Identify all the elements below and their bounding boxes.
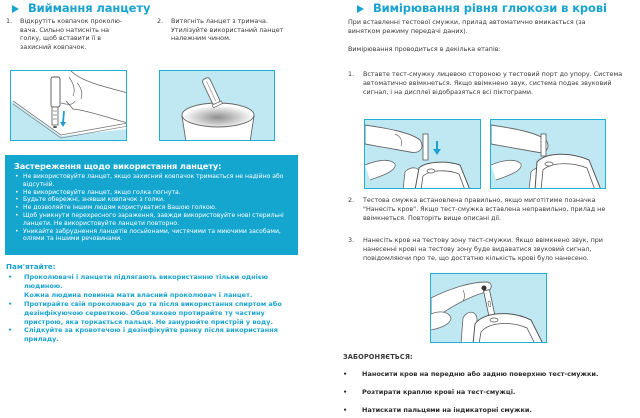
measurement-stages-intro: Вимірювання проводиться в декілька етапів: <box>348 45 501 53</box>
forbidden-item: • Розтирати краплю крові на тест-смужці. <box>341 388 631 396</box>
remember-item-text: Протирайте свій проколювач до та після використання спиртом або дезінфікуючою серветкою. Обов'язково протирайте ту частину пристрою, яка торкається пальця. Не занурюйте пристрій у воду. <box>24 299 282 326</box>
lancet-disposal-illustration <box>159 70 275 141</box>
strip-inserted-illustration <box>490 119 606 189</box>
remember-item <box>0 273 290 300</box>
remember-section <box>0 273 290 344</box>
lancet-step-2 <box>157 17 307 43</box>
lancet-pressing-illustration <box>10 70 127 141</box>
lancet-step-1 <box>6 17 146 51</box>
remember-item-text: Слідкуйте за кровотечою і дезінфікуйте ранку після використання приладу. <box>24 326 278 344</box>
warning-list <box>14 173 290 243</box>
measurement-step-1 <box>348 70 633 96</box>
measurement-step-2 <box>348 196 633 222</box>
remember-title: Пам'ятайте: <box>6 262 56 271</box>
forbidden-list <box>341 370 631 418</box>
step-number: 1. <box>6 17 13 25</box>
step-number: 3. <box>348 236 355 244</box>
lancet-warning-box <box>5 155 298 255</box>
step-text: Вставте тест-смужку лицевою стороною у тестовий порт до упору. Система автоматично ввімкнеться. Якщо ввімкнено звук, система подає звуковий сигнал, і на дисплеї відобразяться всі піктограми. <box>363 70 623 96</box>
remember-item <box>0 300 290 327</box>
glucose-measurement-heading-text: Вимірювання рівня глюкози в крові <box>373 1 607 15</box>
blood-apply-illustration <box>430 273 547 343</box>
remember-item-subtext: Кожна людина повинна мати власний проколювач і ланцет. <box>24 290 253 299</box>
triangle-bullet-icon <box>357 5 364 13</box>
glucose-measurement-heading <box>357 3 607 15</box>
step-text: Тестова смужка встановлена правильно, якщо миготітиме позначка "Нанесіть кров". Якщо тест-смужка вставлена неправильно, прилад не ввімкнеться. Повторіть вище описані дії. <box>363 196 606 222</box>
step-number: 2. <box>348 196 355 204</box>
warning-title: Застереження щодо використання ланцету: <box>14 161 222 171</box>
step-text: Нанесіть кров на тестову зону тест-смужки. Якщо ввімкнено звук, при нанесенні крові на тестову зону буде видаватися звуковий сигнал, повідомляючи про те, що достатню кількість крові було нанесено. <box>363 236 603 262</box>
remember-item <box>0 326 290 344</box>
warning-item: • Не використовуйте ланцет, якщо захисний ковпачок тримається не надійно або відсутній. <box>14 173 290 189</box>
measurement-intro: При вставленні тестової смужки, прилад автоматично вмикається (за винятком режиму передачі даних). <box>348 18 586 35</box>
warning-item: • Щоб уникнути перехресного зараження, завжди використовуйте нові стерильні ланцети. Не використовуйте ланцети повторно. <box>14 212 290 228</box>
step-text: Витягніть ланцет з тримача. Утилізуйте використаний ланцет належним чином. <box>171 17 284 43</box>
warning-item: • Будьте обережні, знявши ковпачок з голки. <box>14 196 290 204</box>
measurement-step-3 <box>348 236 633 262</box>
warning-item: • Уникайте забруднення ланцетів лосьйонами, чистячими та миючими засобами, оліями та іншими речовинами. <box>14 228 290 244</box>
forbidden-item: • Наносити кров на передню або задню поверхню тест-смужки. <box>341 370 631 378</box>
lancet-removal-heading-text: Виймання ланцету <box>28 1 151 15</box>
forbidden-item: • Натискати пальцями на індикаторні смужки. <box>341 406 631 414</box>
remember-item-text: Проколювачі і ланцети підлягають використанню тільки однією людиною. <box>24 273 269 290</box>
warning-item: • Не використовуйте ланцет, якщо голка погнута. <box>14 189 290 197</box>
lancet-removal-heading <box>12 3 150 15</box>
forbidden-title: ЗАБОРОНЯЄТЬСЯ: <box>343 353 413 361</box>
warning-item: • Не дозволяйте іншим людям користуватися Вашою голкою. <box>14 204 290 212</box>
step-number: 2. <box>157 17 164 25</box>
step-text: Відкрутіть ковпачок проколю-вача. Сильно натисніть на голку, щоб вставити її в захисний ковпачок. <box>20 17 123 51</box>
strip-insert-illustration <box>364 119 481 189</box>
triangle-bullet-icon <box>12 5 19 13</box>
step-number: 1. <box>348 70 355 78</box>
